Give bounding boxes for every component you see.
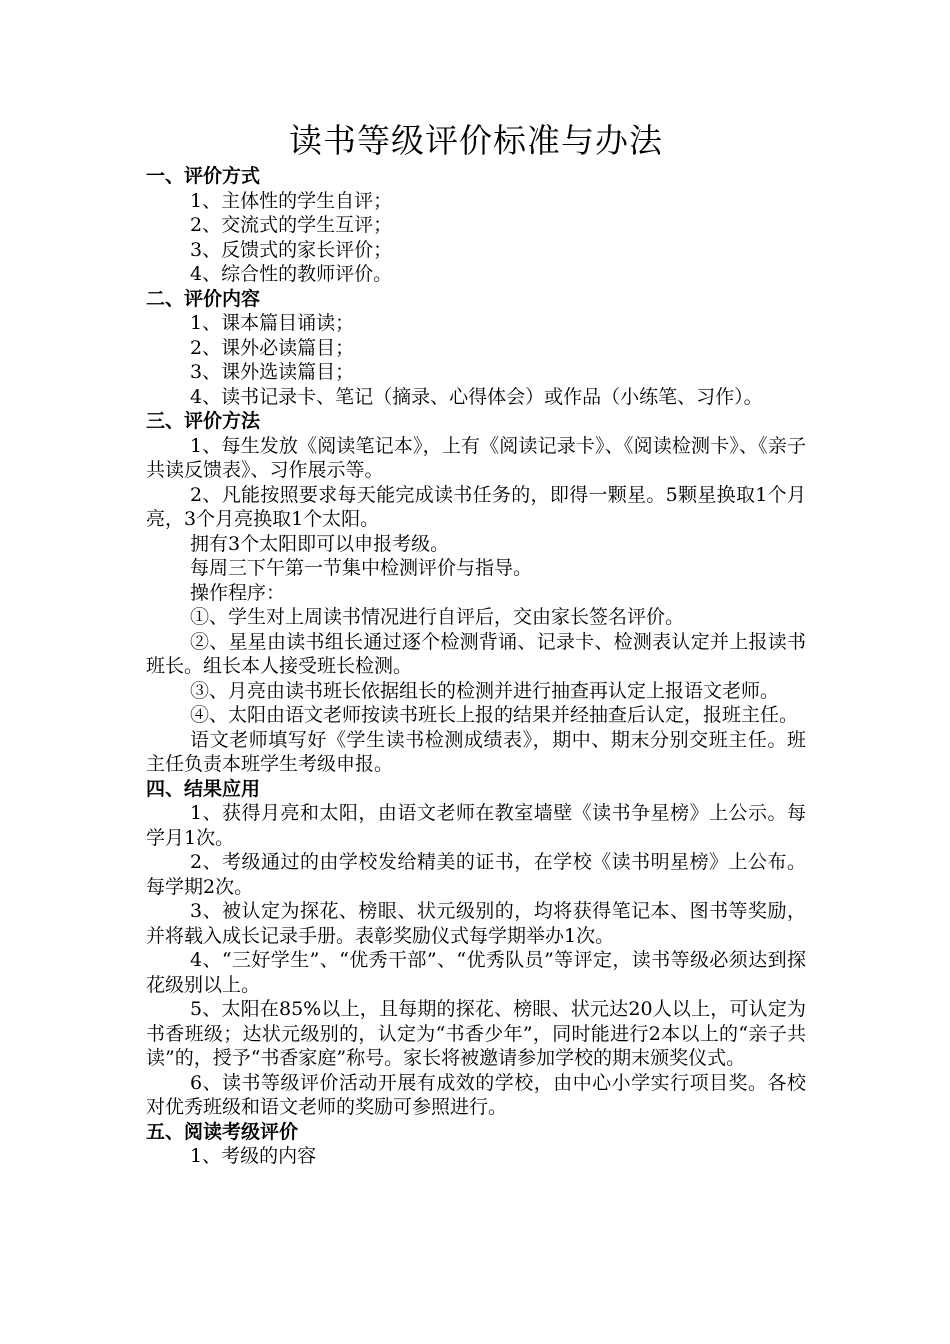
paragraph: 每周三下午第一节集中检测评价与指导。 [190,557,533,579]
section-result-application [146,777,806,1120]
document-title: 读书等级评价标准与办法 [289,121,663,160]
paragraph: 3、反馈式的家长评价； [190,238,393,261]
paragraph: ③、月亮由读书班长依据组长的检测并进行抽查再认定上报语文老师。 [190,679,780,702]
section-evaluation-methods [146,164,806,287]
paragraph: 3、课外选读篇目； [190,361,355,383]
paragraph: 操作程序： [190,581,286,604]
paragraph: 1、主体性的学生自评； [190,189,393,212]
paragraph: 4、综合性的教师评价。 [190,263,393,285]
paragraph: 2、交流式的学生互评； [190,214,393,236]
paragraph: ④、太阳由语文老师按读书班长上报的结果并经抽查后认定，报班主任。 [190,704,799,726]
paragraph: 3、被认定为探花、榜眼、状元级别的，均将获得笔记本、图书等奖励，并将载入成长记录手册。表彰奖励仪式每学期举办1次。 [146,900,806,947]
document-page [146,118,806,1169]
section-heading: 四、结果应用 [146,777,261,800]
paragraph: ②、星星由读书组长通过逐个检测背诵、记录卡、检测表认定并上报读书班长。组长本人接受班长检测。 [146,630,806,677]
section-reading-grade-evaluation [146,1120,806,1169]
paragraph: 4、读书记录卡、笔记（摘录、心得体会）或作品（小练笔、习作）。 [190,385,763,408]
paragraph: 4、“三好学生”、“优秀干部”、“优秀队员”等评定，读书等级必须达到探花级别以上。 [146,949,806,996]
paragraph: 6、读书等级评价活动开展有成效的学校，由中心小学实行项目奖。各校对优秀班级和语文老师的奖励可参照进行。 [146,1071,806,1118]
section-evaluation-procedure [146,409,806,777]
paragraph: 拥有3个太阳即可以申报考级。 [190,532,450,555]
section-heading: 五、阅读考级评价 [146,1120,299,1143]
paragraph: 2、课外必读篇目； [190,336,355,359]
paragraph: 语文老师填写好《学生读书检测成绩表》，期中、期末分别交班主任。班主任负责本班学生考级申报。 [146,728,806,775]
section-heading: 一、评价方式 [146,165,261,187]
section-heading: 二、评价内容 [146,287,261,310]
section-evaluation-content [146,287,806,410]
paragraph: 1、获得月亮和太阳，由语文老师在教室墙壁《读书争星榜》上公示。每学月1次。 [146,802,806,849]
paragraph: ①、学生对上周读书情况进行自评后，交由家长签名评价。 [190,606,685,628]
section-heading: 三、评价方法 [146,410,261,432]
paragraph: 2、凡能按照要求每天能完成读书任务的，即得一颗星。5颗星换取1个月亮，3个月亮换取1个太阳。 [146,483,806,530]
paragraph: 2、考级通过的由学校发给精美的证书，在学校《读书明星榜》上公布。每学期2次。 [146,851,806,898]
paragraph: 5、太阳在85%以上，且每期的探花、榜眼、状元达20人以上，可认定为书香班级；达状元级别的，认定为“书香少年”，同时能进行2本以上的“亲子共读”的，授予“书香家庭”称号。家长将被邀请参加学校的期末颁奖仪式。 [146,998,806,1069]
paragraph: 1、课本篇目诵读； [190,312,355,334]
paragraph: 1、考级的内容 [190,1145,317,1167]
paragraph: 1、每生发放《阅读笔记本》，上有《阅读记录卡》、《阅读检测卡》、《亲子共读反馈表》、习作展示等。 [146,434,806,481]
